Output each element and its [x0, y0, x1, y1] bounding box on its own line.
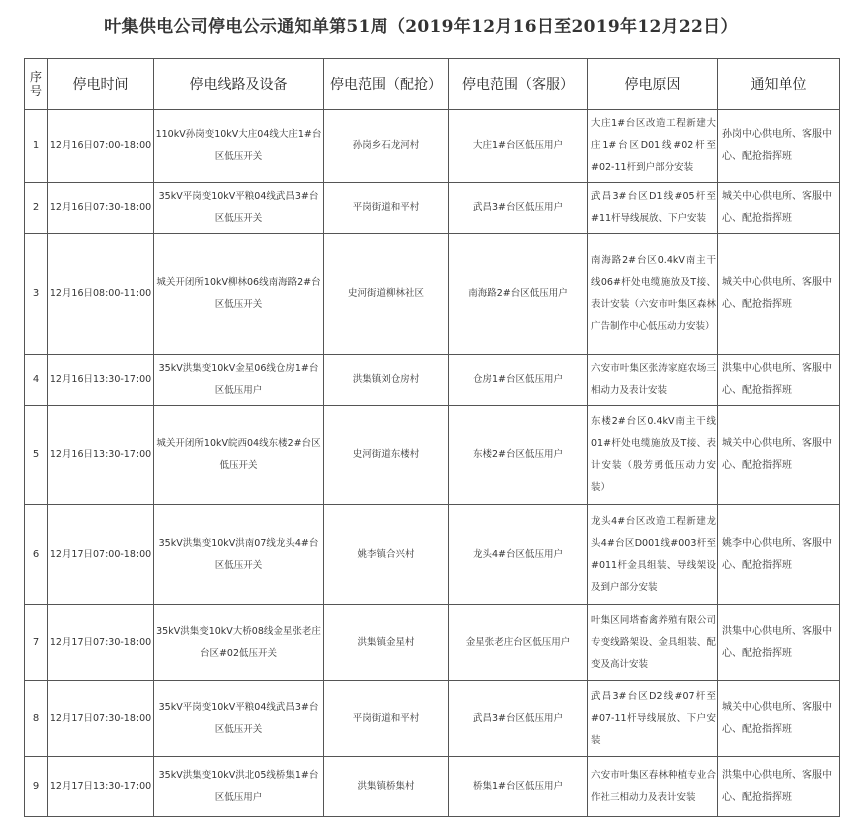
row-scope-dispatch: 洪集镇桥集村: [324, 757, 449, 817]
row-time: 12月17日07:30-18:00: [48, 681, 154, 757]
row-time: 12月16日08:00-11:00: [48, 234, 154, 355]
row-no: 9: [25, 757, 48, 817]
row-reason: 大庄1#台区改造工程新建大庄1#台区D01线#02杆至#02-11杆到户部分安装: [588, 110, 718, 183]
row-scope-dispatch: 平岗街道和平村: [324, 681, 449, 757]
row-reason: 龙头4#台区改造工程新建龙头4#台区D001线#003杆至#011杆金具组装、导线架设及到户部分安装: [588, 505, 718, 605]
row-reason: 武昌3#台区D1线#05杆至#11杆导线展放、下户安装: [588, 183, 718, 234]
table-row: [25, 505, 840, 605]
row-time: 12月16日13:30-17:00: [48, 406, 154, 505]
row-reason: 六安市叶集区张涛家庭农场三相动力及表计安装: [588, 355, 718, 406]
header-scope-dispatch: 停电范围（配抢）: [324, 59, 449, 110]
row-scope-service: 武昌3#台区低压用户: [449, 183, 588, 234]
row-time: 12月17日13:30-17:00: [48, 757, 154, 817]
row-scope-dispatch: 平岗街道和平村: [324, 183, 449, 234]
row-unit: 城关中心供电所、客服中心、配抢指挥班: [718, 406, 840, 505]
outage-notice-table: [24, 58, 840, 817]
row-no: 6: [25, 505, 48, 605]
header-line: 停电线路及设备: [154, 59, 324, 110]
row-reason: 南海路2#台区0.4kV南主干线06#杆处电缆施放及T接、表计安装（六安市叶集区森林广告制作中心低压动力安装）: [588, 234, 718, 355]
row-scope-service: 大庄1#台区低压用户: [449, 110, 588, 183]
row-no: 3: [25, 234, 48, 355]
row-unit: 姚李中心供电所、客服中心、配抢指挥班: [718, 505, 840, 605]
row-time: 12月17日07:00-18:00: [48, 505, 154, 605]
header-time: 停电时间: [48, 59, 154, 110]
row-unit: 城关中心供电所、客服中心、配抢指挥班: [718, 183, 840, 234]
table-row: [25, 605, 840, 681]
table-row: [25, 681, 840, 757]
row-scope-dispatch: 史河街道东楼村: [324, 406, 449, 505]
header-unit: 通知单位: [718, 59, 840, 110]
row-line: 35kV平岗变10kV平粮04线武昌3#台区低压开关: [154, 183, 324, 234]
table-row: [25, 406, 840, 505]
row-scope-dispatch: 洪集镇刘仓房村: [324, 355, 449, 406]
page-title: 叶集供电公司停电公示通知单第51周（2019年12月16日至2019年12月22日）: [104, 17, 738, 37]
row-unit: 孙岗中心供电所、客服中心、配抢指挥班: [718, 110, 840, 183]
row-no: 4: [25, 355, 48, 406]
table-row: [25, 183, 840, 234]
row-scope-dispatch: 姚李镇合兴村: [324, 505, 449, 605]
table-header-row: [25, 59, 840, 110]
row-time: 12月16日13:30-17:00: [48, 355, 154, 406]
row-line: 35kV洪集变10kV洪南07线龙头4#台区低压开关: [154, 505, 324, 605]
row-scope-service: 武昌3#台区低压用户: [449, 681, 588, 757]
row-no: 7: [25, 605, 48, 681]
row-time: 12月16日07:00-18:00: [48, 110, 154, 183]
row-line: 35kV洪集变10kV洪北05线桥集1#台区低压用户: [154, 757, 324, 817]
row-scope-dispatch: 史河街道柳林社区: [324, 234, 449, 355]
row-scope-service: 仓房1#台区低压用户: [449, 355, 588, 406]
row-time: 12月17日07:30-18:00: [48, 605, 154, 681]
row-no: 1: [25, 110, 48, 183]
row-scope-dispatch: 孙岗乡石龙河村: [324, 110, 449, 183]
header-scope-service: 停电范围（客服）: [449, 59, 588, 110]
row-unit: 洪集中心供电所、客服中心、配抢指挥班: [718, 757, 840, 817]
row-time: 12月16日07:30-18:00: [48, 183, 154, 234]
row-scope-service: 龙头4#台区低压用户: [449, 505, 588, 605]
row-line: 35kV平岗变10kV平粮04线武昌3#台区低压开关: [154, 681, 324, 757]
table-row: [25, 234, 840, 355]
row-unit: 洪集中心供电所、客服中心、配抢指挥班: [718, 605, 840, 681]
row-no: 2: [25, 183, 48, 234]
row-reason: 六安市叶集区春林种植专业合作社三相动力及表计安装: [588, 757, 718, 817]
row-unit: 城关中心供电所、客服中心、配抢指挥班: [718, 681, 840, 757]
row-line: 城关开闭所10kV皖西04线东楼2#台区低压开关: [154, 406, 324, 505]
header-reason: 停电原因: [588, 59, 718, 110]
table-row: [25, 355, 840, 406]
row-unit: 城关中心供电所、客服中心、配抢指挥班: [718, 234, 840, 355]
row-reason: 武昌3#台区D2线#07杆至#07-11杆导线展放、下户安装: [588, 681, 718, 757]
row-line: 城关开闭所10kV柳林06线南海路2#台区低压开关: [154, 234, 324, 355]
row-no: 8: [25, 681, 48, 757]
row-scope-service: 南海路2#台区低压用户: [449, 234, 588, 355]
row-line: 35kV洪集变10kV金星06线仓房1#台区低压用户: [154, 355, 324, 406]
row-no: 5: [25, 406, 48, 505]
row-scope-dispatch: 洪集镇金星村: [324, 605, 449, 681]
row-line: 35kV洪集变10kV大桥08线金星张老庄台区#02低压开关: [154, 605, 324, 681]
row-scope-service: 桥集1#台区低压用户: [449, 757, 588, 817]
row-reason: 东楼2#台区0.4kV南主干线01#杆处电缆施放及T接、表计安装（殷芳勇低压动力安装）: [588, 406, 718, 505]
row-scope-service: 东楼2#台区低压用户: [449, 406, 588, 505]
table-row: [25, 110, 840, 183]
header-no: 序号: [25, 59, 48, 110]
row-reason: 叶集区同塔畜禽养殖有限公司专变线路架设、金具组装、配变及高计安装: [588, 605, 718, 681]
row-unit: 洪集中心供电所、客服中心、配抢指挥班: [718, 355, 840, 406]
row-scope-service: 金星张老庄台区低压用户: [449, 605, 588, 681]
row-line: 110kV孙岗变10kV大庄04线大庄1#台区低压开关: [154, 110, 324, 183]
